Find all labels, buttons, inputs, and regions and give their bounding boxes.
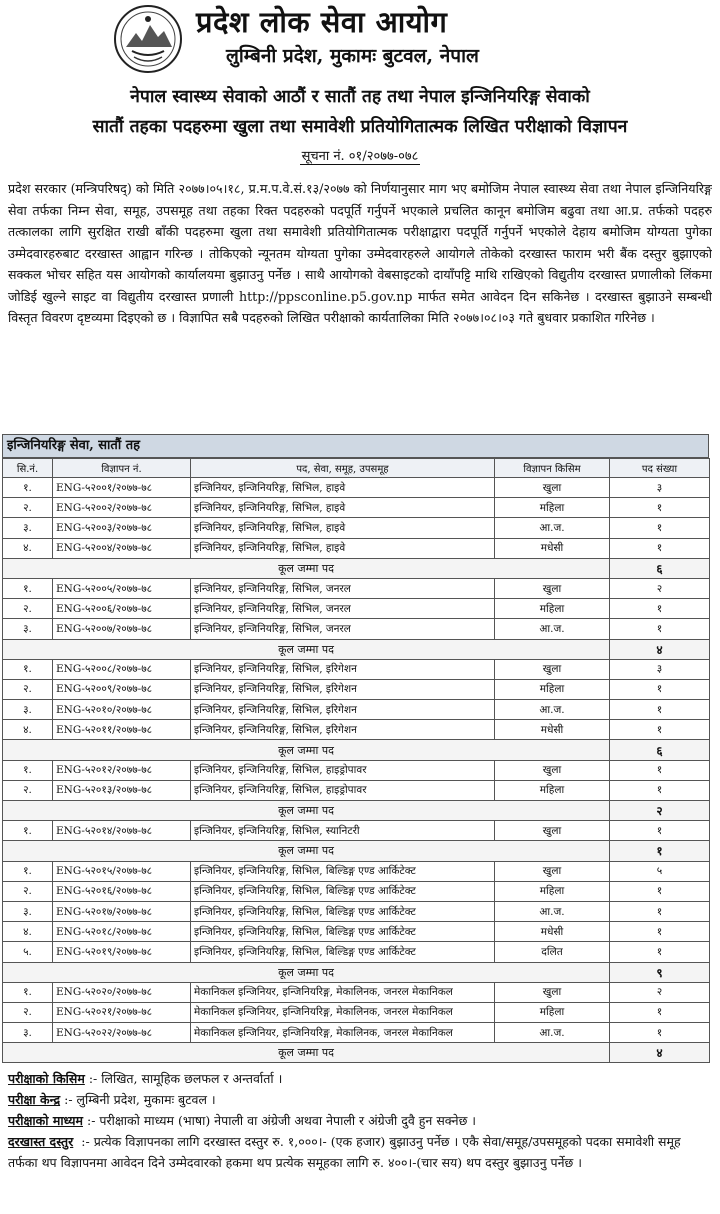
cell-ad-no: ENG-५२००४/२०७७-७८ xyxy=(53,538,191,558)
group-total-row xyxy=(3,1043,710,1063)
cell-sn: ५. xyxy=(3,942,53,962)
cell-sn: २. xyxy=(3,599,53,619)
cell-ad-type: खुला xyxy=(495,821,610,841)
cell-post: इन्जिनियर, इन्जिनियरिङ्ग, सिभिल, हाइड्रोपावर xyxy=(191,760,495,780)
cell-sn: ३. xyxy=(3,901,53,921)
cell-post: इन्जिनियर, इन्जिनियरिङ्ग, सिभिल, जनरल xyxy=(191,619,495,639)
section-title: इन्जिनियरिङ्ग सेवा, सातौं तह xyxy=(2,434,709,458)
cell-post: इन्जिनियर, इन्जिनियरिङ्ग, सिभिल, जनरल xyxy=(191,599,495,619)
cell-post: इन्जिनियर, इन्जिनियरिङ्ग, सिभिल, जनरल xyxy=(191,578,495,598)
group-total-row xyxy=(3,801,710,821)
cell-post: इन्जिनियर, इन्जिनियरिङ्ग, सिभिल, हाइवे xyxy=(191,518,495,538)
cell-count: १ xyxy=(610,942,710,962)
cell-sn: ४. xyxy=(3,538,53,558)
cell-count: १ xyxy=(610,720,710,740)
cell-ad-type: दलित xyxy=(495,942,610,962)
group-total-label: कूल जम्मा पद xyxy=(3,740,610,760)
table-row xyxy=(3,679,710,699)
vacancy-table-section xyxy=(2,434,709,1063)
group-total-label: कूल जम्मा पद xyxy=(3,841,610,861)
group-total-label: कूल जम्मा पद xyxy=(3,1043,610,1063)
cell-sn: ३. xyxy=(3,1023,53,1043)
cell-sn: ३. xyxy=(3,619,53,639)
table-row xyxy=(3,760,710,780)
exam-type-text: :- लिखित, सामूहिक छलफल र अन्तर्वार्ता । xyxy=(88,1071,283,1086)
cell-ad-no: ENG-५२००१/२०७७-७८ xyxy=(53,478,191,498)
col-header-sn: सि.नं. xyxy=(3,459,53,478)
nepal-emblem-icon xyxy=(112,3,184,75)
cell-ad-no: ENG-५२०२०/२०७७-७८ xyxy=(53,982,191,1002)
exam-center-text: :- लुम्बिनी प्रदेश, मुकामः बुटवल । xyxy=(64,1092,216,1107)
cell-count: १ xyxy=(610,599,710,619)
cell-post: इन्जिनियर, इन्जिनियरिङ्ग, सिभिल, बिल्डिङ्ग एण्ड आर्किटेक्ट xyxy=(191,922,495,942)
cell-post: इन्जिनियर, इन्जिनियरिङ्ग, सिभिल, स्यानिटरी xyxy=(191,821,495,841)
cell-count: ३ xyxy=(610,478,710,498)
header xyxy=(0,0,720,68)
cell-ad-type: आ.ज. xyxy=(495,901,610,921)
group-total-row xyxy=(3,740,710,760)
cell-count: १ xyxy=(610,619,710,639)
exam-center-label: परीक्षा केन्द्र xyxy=(8,1092,61,1107)
cell-post: इन्जिनियर, इन्जिनियरिङ्ग, सिभिल, हाइवे xyxy=(191,478,495,498)
cell-sn: २. xyxy=(3,498,53,518)
cell-count: २ xyxy=(610,982,710,1002)
cell-sn: २. xyxy=(3,679,53,699)
cell-post: इन्जिनियर, इन्जिनियरिङ्ग, सिभिल, इरिगेशन xyxy=(191,659,495,679)
cell-sn: १. xyxy=(3,982,53,1002)
table-row xyxy=(3,1002,710,1022)
vacancy-table xyxy=(2,458,710,1063)
cell-ad-type: महिला xyxy=(495,1002,610,1022)
table-row xyxy=(3,700,710,720)
cell-ad-type: आ.ज. xyxy=(495,619,610,639)
cell-count: १ xyxy=(610,881,710,901)
cell-count: ३ xyxy=(610,659,710,679)
table-row xyxy=(3,901,710,921)
cell-sn: २. xyxy=(3,780,53,800)
table-row xyxy=(3,498,710,518)
cell-count: १ xyxy=(610,922,710,942)
cell-count: १ xyxy=(610,780,710,800)
table-row xyxy=(3,1023,710,1043)
exam-center-row xyxy=(8,1089,712,1110)
col-header-ad-type: विज्ञापन किसिम xyxy=(495,459,610,478)
cell-ad-type: आ.ज. xyxy=(495,518,610,538)
cell-ad-type: आ.ज. xyxy=(495,1023,610,1043)
application-fee-label: दरखास्त दस्तुर xyxy=(8,1134,74,1149)
group-total-value: ९ xyxy=(610,962,710,982)
cell-count: १ xyxy=(610,901,710,921)
cell-ad-no: ENG-५२०१३/२०७७-७८ xyxy=(53,780,191,800)
table-row xyxy=(3,720,710,740)
cell-ad-no: ENG-५२००२/२०७७-७८ xyxy=(53,498,191,518)
exam-medium-label: परीक्षाको माध्यम xyxy=(8,1113,83,1128)
table-row xyxy=(3,942,710,962)
cell-ad-no: ENG-५२०१९/२०७७-७८ xyxy=(53,942,191,962)
col-header-count: पद संख्या xyxy=(610,459,710,478)
cell-count: ५ xyxy=(610,861,710,881)
group-total-label: कूल जम्मा पद xyxy=(3,962,610,982)
table-row xyxy=(3,780,710,800)
cell-count: १ xyxy=(610,1002,710,1022)
cell-count: २ xyxy=(610,578,710,598)
cell-ad-no: ENG-५२००७/२०७७-७८ xyxy=(53,619,191,639)
cell-sn: १. xyxy=(3,821,53,841)
table-row xyxy=(3,578,710,598)
cell-post: इन्जिनियर, इन्जिनियरिङ्ग, सिभिल, बिल्डिङ्ग एण्ड आर्किटेक्ट xyxy=(191,861,495,881)
cell-ad-type: आ.ज. xyxy=(495,700,610,720)
cell-post: इन्जिनियर, इन्जिनियरिङ्ग, सिभिल, बिल्डिङ्ग एण्ड आर्किटेक्ट xyxy=(191,942,495,962)
cell-count: १ xyxy=(610,679,710,699)
group-total-row xyxy=(3,962,710,982)
cell-ad-type: मधेसी xyxy=(495,720,610,740)
cell-sn: २. xyxy=(3,1002,53,1022)
cell-sn: २. xyxy=(3,881,53,901)
cell-ad-no: ENG-५२०१७/२०७७-७८ xyxy=(53,901,191,921)
cell-sn: ३. xyxy=(3,518,53,538)
table-row xyxy=(3,599,710,619)
headline-line-1: नेपाल स्वास्थ्य सेवाको आठौं र सातौं तह तथा नेपाल इन्जिनियरिङ्ग सेवाको xyxy=(130,87,590,107)
table-row xyxy=(3,659,710,679)
table-row xyxy=(3,821,710,841)
group-total-value: ४ xyxy=(610,1043,710,1063)
cell-post: इन्जिनियर, इन्जिनियरिङ्ग, सिभिल, इरिगेशन xyxy=(191,700,495,720)
cell-ad-type: महिला xyxy=(495,780,610,800)
cell-ad-no: ENG-५२०२१/२०७७-७८ xyxy=(53,1002,191,1022)
cell-post: मेकानिकल इन्जिनियर, इन्जिनियरिङ्ग, मेकालिनक, जनरल मेकानिकल xyxy=(191,1002,495,1022)
cell-ad-no: ENG-५२०११/२०७७-७८ xyxy=(53,720,191,740)
cell-count: १ xyxy=(610,760,710,780)
cell-sn: ३. xyxy=(3,700,53,720)
group-total-value: १ xyxy=(610,841,710,861)
headline-line-2: सातौं तहका पदहरुमा खुला तथा समावेशी प्रतियोगितात्मक लिखित परीक्षाको विज्ञापन xyxy=(92,117,628,137)
table-row xyxy=(3,881,710,901)
cell-count: १ xyxy=(610,700,710,720)
cell-count: १ xyxy=(610,498,710,518)
col-header-post: पद, सेवा, समूह, उपसमूह xyxy=(191,459,495,478)
cell-post: इन्जिनियर, इन्जिनियरिङ्ग, सिभिल, इरिगेशन xyxy=(191,679,495,699)
group-total-label: कूल जम्मा पद xyxy=(3,801,610,821)
cell-sn: १. xyxy=(3,478,53,498)
cell-sn: १. xyxy=(3,861,53,881)
cell-sn: १. xyxy=(3,578,53,598)
cell-post: इन्जिनियर, इन्जिनियरिङ्ग, सिभिल, बिल्डिङ्ग एण्ड आर्किटेक्ट xyxy=(191,901,495,921)
cell-ad-type: खुला xyxy=(495,478,610,498)
cell-ad-type: खुला xyxy=(495,861,610,881)
cell-count: १ xyxy=(610,538,710,558)
group-total-value: ६ xyxy=(610,740,710,760)
cell-post: इन्जिनियर, इन्जिनियरिङ्ग, सिभिल, इरिगेशन xyxy=(191,720,495,740)
cell-ad-no: ENG-५२०१५/२०७७-७८ xyxy=(53,861,191,881)
table-row xyxy=(3,518,710,538)
group-total-value: ४ xyxy=(610,639,710,659)
exam-medium-text: :- परीक्षाको माध्यम (भाषा) नेपाली वा अंग्रेजी अथवा नेपाली र अंग्रेजी दुवै हुन सक्नेछ । xyxy=(86,1113,477,1128)
group-total-value: २ xyxy=(610,801,710,821)
cell-ad-type: महिला xyxy=(495,498,610,518)
cell-ad-no: ENG-५२०१८/२०७७-७८ xyxy=(53,922,191,942)
cell-ad-type: खुला xyxy=(495,659,610,679)
exam-type-label: परीक्षाको किसिम xyxy=(8,1071,85,1086)
cell-post: इन्जिनियर, इन्जिनियरिङ्ग, सिभिल, हाइड्रोपावर xyxy=(191,780,495,800)
cell-ad-type: मधेसी xyxy=(495,922,610,942)
cell-ad-type: खुला xyxy=(495,760,610,780)
table-row xyxy=(3,922,710,942)
exam-medium-row xyxy=(8,1110,712,1131)
group-total-label: कूल जम्मा पद xyxy=(3,558,610,578)
cell-ad-type: महिला xyxy=(495,679,610,699)
application-fee-text: :- प्रत्येक विज्ञापनका लागि दरखास्त दस्तुर रु. १,०००।- (एक हजार) बुझाउनु पर्नेछ । एकै सेवा/समूह/उपसमूहको पदका समावेशी समूह तर्फका थप विज्ञापनमा आवेदन दिने उम्मेदवारको हकमा थप प्रत्येक समूहका लागि रु. ४००।-(चार सय) थप दस्तुर बुझाउनु पर्नेछ । xyxy=(8,1134,681,1170)
cell-ad-no: ENG-५२०२२/२०७७-७८ xyxy=(53,1023,191,1043)
footer-info xyxy=(8,1068,712,1173)
group-total-row xyxy=(3,558,710,578)
cell-post: मेकानिकल इन्जिनियर, इन्जिनियरिङ्ग, मेकालिनक, जनरल मेकानिकल xyxy=(191,982,495,1002)
cell-count: १ xyxy=(610,1023,710,1043)
group-total-label: कूल जम्मा पद xyxy=(3,639,610,659)
table-header-row xyxy=(3,459,710,478)
table-row xyxy=(3,478,710,498)
intro-paragraph: प्रदेश सरकार (मन्त्रिपरिषद्) को मिति २०७७।०५।१८, प्र.म.प.वे.सं.१३/२०७७ को निर्णयानुसार माग भए बमोजिम नेपाल स्वास्थ्य सेवा तथा नेपाल इन्जिनियरिङ्ग सेवा तर्फका निम्न सेवा, समूह, उपसमूह तथा तहका रिक्त पदहरुको पदपूर्ति गर्नुपर्ने भएकाले प्रचलित कानून बमोजिम बढुवा तथा आ.प्र. तर्फको पदहरु तत्कालका लागि सुरक्षित राखी बाँकी पदहरुमा खुला तथा समावेशी प्रतियोगितात्मक परीक्षाद्वारा पदपूर्ति गर्नुपर्ने भएकोले देहाय बमोजिम योग्यता पुगेका उम्मेदवारहरुबाट दरखास्त आह्वान गरिन्छ । तोकिएको न्यूनतम योग्यता पुगेका उम्मेदवारहरुले आयोगले तोकेको दरखास्त फाराम भरी बैंक दस्तुर बुझाएको सक्कल भोचर सहित यस आयोगको कार्यालयमा बुझाउनु पर्नेछ । साथै आयोगको वेबसाइटको दायाँपट्टि माथि राखिएको विद्युतीय दरखास्त प्रणालीको लिंकमा जोडिई खुल्ने साइट वा विद्युतीय दरखास्त प्रणाली http://ppsconline.p5.gov.np मार्फत समेत आवेदन दिन सकिनेछ । दरखास्त बुझाउने सम्बन्धी विस्तृत विवरण दृष्टव्यमा दिइएको छ । विज्ञापित सबै पदहरुको लिखित परीक्षाको कार्यतालिका मिति २०७७।०८।०३ गते बुधवार प्रकाशित गरिनेछ । xyxy=(8,181,712,325)
exam-type-row xyxy=(8,1068,712,1089)
cell-post: इन्जिनियर, इन्जिनियरिङ्ग, सिभिल, हाइवे xyxy=(191,498,495,518)
notice-number-text: सूचना नं. ०१/२०७७-०७८ xyxy=(301,149,419,164)
cell-ad-no: ENG-५२०१२/२०७७-७८ xyxy=(53,760,191,780)
cell-post: इन्जिनियर, इन्जिनियरिङ्ग, सिभिल, बिल्डिङ्ग एण्ड आर्किटेक्ट xyxy=(191,881,495,901)
notice-number xyxy=(0,146,720,164)
table-row xyxy=(3,619,710,639)
table-row xyxy=(3,982,710,1002)
table-body xyxy=(3,478,710,1063)
cell-ad-type: मधेसी xyxy=(495,538,610,558)
cell-post: मेकानिकल इन्जिनियर, इन्जिनियरिङ्ग, मेकालिनक, जनरल मेकानिकल xyxy=(191,1023,495,1043)
col-header-ad-no: विज्ञापन नं. xyxy=(53,459,191,478)
cell-sn: ४. xyxy=(3,720,53,740)
cell-ad-no: ENG-५२०१६/२०७७-७८ xyxy=(53,881,191,901)
cell-ad-no: ENG-५२००५/२०७७-७८ xyxy=(53,578,191,598)
application-fee-row xyxy=(8,1131,712,1173)
cell-ad-no: ENG-५२००३/२०७७-७८ xyxy=(53,518,191,538)
cell-sn: १. xyxy=(3,659,53,679)
org-name: प्रदेश लोक सेवा आयोग xyxy=(196,5,448,39)
cell-ad-no: ENG-५२००९/२०७७-७८ xyxy=(53,679,191,699)
cell-ad-no: ENG-५२००६/२०७७-७८ xyxy=(53,599,191,619)
group-total-value: ६ xyxy=(610,558,710,578)
group-total-row xyxy=(3,841,710,861)
cell-ad-no: ENG-५२०१०/२०७७-७८ xyxy=(53,700,191,720)
headline xyxy=(0,82,720,142)
cell-sn: ४. xyxy=(3,922,53,942)
cell-post: इन्जिनियर, इन्जिनियरिङ्ग, सिभिल, हाइवे xyxy=(191,538,495,558)
table-row xyxy=(3,861,710,881)
cell-ad-type: महिला xyxy=(495,881,610,901)
group-total-row xyxy=(3,639,710,659)
table-row xyxy=(3,538,710,558)
cell-ad-no: ENG-५२००८/२०७७-७८ xyxy=(53,659,191,679)
cell-ad-no: ENG-५२०१४/२०७७-७८ xyxy=(53,821,191,841)
cell-count: १ xyxy=(610,518,710,538)
cell-ad-type: महिला xyxy=(495,599,610,619)
cell-ad-type: खुला xyxy=(495,578,610,598)
cell-ad-type: खुला xyxy=(495,982,610,1002)
org-address: लुम्बिनी प्रदेश, मुकामः बुटवल, नेपाल xyxy=(226,45,479,67)
cell-count: १ xyxy=(610,821,710,841)
cell-sn: १. xyxy=(3,760,53,780)
